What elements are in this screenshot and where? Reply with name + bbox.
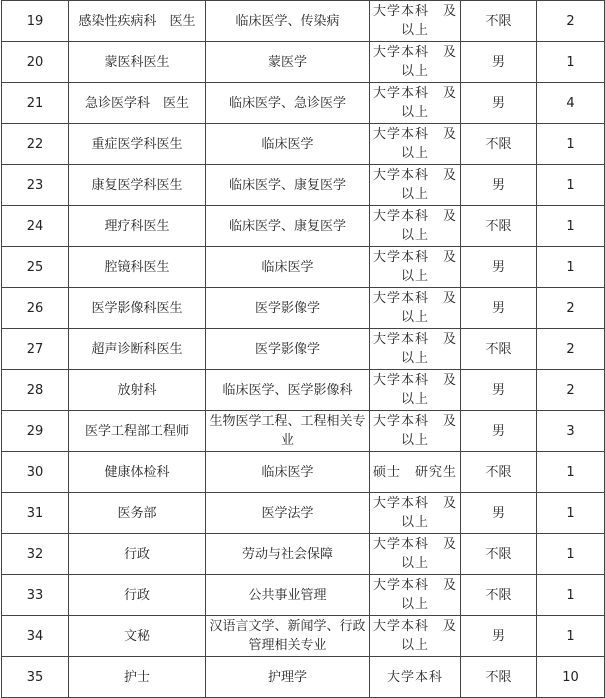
headcount-cell: 1 [537, 124, 605, 165]
table-row [2, 370, 605, 411]
table-row [2, 288, 605, 329]
row-number-cell: 28 [2, 370, 69, 411]
table-row [2, 411, 605, 452]
department-cell: 健康体检科 [69, 452, 206, 493]
major-cell: 公共事业管理 [206, 575, 370, 616]
major-cell: 医学影像学 [206, 329, 370, 370]
department-cell: 医学工程部工程师 [69, 411, 206, 452]
table-row [2, 247, 605, 288]
headcount-cell: 1 [537, 247, 605, 288]
major-cell: 医学法学 [206, 493, 370, 534]
education-cell: 大学本科 及以上 [370, 493, 461, 534]
table-row [2, 575, 605, 616]
headcount-cell: 2 [537, 329, 605, 370]
education-cell: 大学本科 及以上 [370, 411, 461, 452]
department-cell: 重症医学科医生 [69, 124, 206, 165]
headcount-cell: 1 [537, 42, 605, 83]
gender-cell: 不限 [461, 124, 537, 165]
education-cell: 硕士 研究生 [370, 452, 461, 493]
table-row [2, 1, 605, 42]
gender-cell: 不限 [461, 1, 537, 42]
table-row [2, 452, 605, 493]
headcount-cell: 2 [537, 288, 605, 329]
table-row [2, 124, 605, 165]
headcount-cell: 1 [537, 534, 605, 575]
row-number-cell: 23 [2, 165, 69, 206]
row-number-cell: 34 [2, 616, 69, 657]
row-number-cell: 35 [2, 657, 69, 698]
major-cell: 临床医学、康复医学 [206, 165, 370, 206]
education-cell: 大学本科 及以上 [370, 534, 461, 575]
recruitment-table [1, 0, 605, 698]
headcount-cell: 4 [537, 83, 605, 124]
education-cell: 大学本科 及以上 [370, 83, 461, 124]
department-cell: 医学影像科医生 [69, 288, 206, 329]
gender-cell: 男 [461, 42, 537, 83]
gender-cell: 男 [461, 616, 537, 657]
row-number-cell: 26 [2, 288, 69, 329]
major-cell: 护理学 [206, 657, 370, 698]
major-cell: 医学影像学 [206, 288, 370, 329]
row-number-cell: 19 [2, 1, 69, 42]
education-cell: 大学本科 及以上 [370, 575, 461, 616]
row-number-cell: 20 [2, 42, 69, 83]
department-cell: 行政 [69, 534, 206, 575]
table-row [2, 165, 605, 206]
education-cell: 大学本科 及以上 [370, 206, 461, 247]
gender-cell: 男 [461, 370, 537, 411]
department-cell: 康复医学科医生 [69, 165, 206, 206]
education-cell: 大学本科 及以上 [370, 165, 461, 206]
row-number-cell: 27 [2, 329, 69, 370]
education-cell: 大学本科 及以上 [370, 288, 461, 329]
row-number-cell: 21 [2, 83, 69, 124]
department-cell: 蒙医科医生 [69, 42, 206, 83]
department-cell: 超声诊断科医生 [69, 329, 206, 370]
education-cell: 大学本科 及以上 [370, 247, 461, 288]
table-row [2, 616, 605, 657]
headcount-cell: 1 [537, 493, 605, 534]
department-cell: 感染性疾病科 医生 [69, 1, 206, 42]
major-cell: 劳动与社会保障 [206, 534, 370, 575]
education-cell: 大学本科 及以上 [370, 370, 461, 411]
education-cell: 大学本科 [370, 657, 461, 698]
row-number-cell: 33 [2, 575, 69, 616]
department-cell: 放射科 [69, 370, 206, 411]
education-cell: 大学本科 及以上 [370, 616, 461, 657]
row-number-cell: 29 [2, 411, 69, 452]
gender-cell: 不限 [461, 534, 537, 575]
major-cell: 临床医学 [206, 124, 370, 165]
gender-cell: 不限 [461, 329, 537, 370]
department-cell: 腔镜科医生 [69, 247, 206, 288]
education-cell: 大学本科 及以上 [370, 329, 461, 370]
major-cell: 临床医学、急诊医学 [206, 83, 370, 124]
gender-cell: 男 [461, 288, 537, 329]
row-number-cell: 31 [2, 493, 69, 534]
table-row [2, 534, 605, 575]
row-number-cell: 22 [2, 124, 69, 165]
table-row [2, 657, 605, 698]
education-cell: 大学本科 及以上 [370, 124, 461, 165]
row-number-cell: 32 [2, 534, 69, 575]
gender-cell: 男 [461, 493, 537, 534]
table-body [2, 1, 605, 698]
gender-cell: 男 [461, 247, 537, 288]
headcount-cell: 1 [537, 165, 605, 206]
headcount-cell: 1 [537, 206, 605, 247]
department-cell: 急诊医学科 医生 [69, 83, 206, 124]
major-cell: 临床医学、医学影像科 [206, 370, 370, 411]
row-number-cell: 30 [2, 452, 69, 493]
major-cell: 临床医学 [206, 452, 370, 493]
headcount-cell: 2 [537, 370, 605, 411]
table-row [2, 42, 605, 83]
headcount-cell: 1 [537, 575, 605, 616]
headcount-cell: 3 [537, 411, 605, 452]
gender-cell: 男 [461, 165, 537, 206]
major-cell: 临床医学、康复医学 [206, 206, 370, 247]
department-cell: 护士 [69, 657, 206, 698]
headcount-cell: 1 [537, 616, 605, 657]
table-row [2, 493, 605, 534]
gender-cell: 不限 [461, 206, 537, 247]
education-cell: 大学本科 及以上 [370, 42, 461, 83]
gender-cell: 不限 [461, 575, 537, 616]
row-number-cell: 24 [2, 206, 69, 247]
major-cell: 生物医学工程、工程相关专业 [206, 411, 370, 452]
headcount-cell: 10 [537, 657, 605, 698]
gender-cell: 男 [461, 411, 537, 452]
headcount-cell: 2 [537, 1, 605, 42]
table-row [2, 206, 605, 247]
table-row [2, 329, 605, 370]
headcount-cell: 1 [537, 452, 605, 493]
gender-cell: 不限 [461, 657, 537, 698]
department-cell: 文秘 [69, 616, 206, 657]
major-cell: 临床医学 [206, 247, 370, 288]
gender-cell: 男 [461, 83, 537, 124]
major-cell: 临床医学、传染病 [206, 1, 370, 42]
department-cell: 行政 [69, 575, 206, 616]
education-cell: 大学本科 及以上 [370, 1, 461, 42]
row-number-cell: 25 [2, 247, 69, 288]
major-cell: 汉语言文学、新闻学、行政管理相关专业 [206, 616, 370, 657]
table-row [2, 83, 605, 124]
department-cell: 理疗科医生 [69, 206, 206, 247]
department-cell: 医务部 [69, 493, 206, 534]
gender-cell: 不限 [461, 452, 537, 493]
major-cell: 蒙医学 [206, 42, 370, 83]
